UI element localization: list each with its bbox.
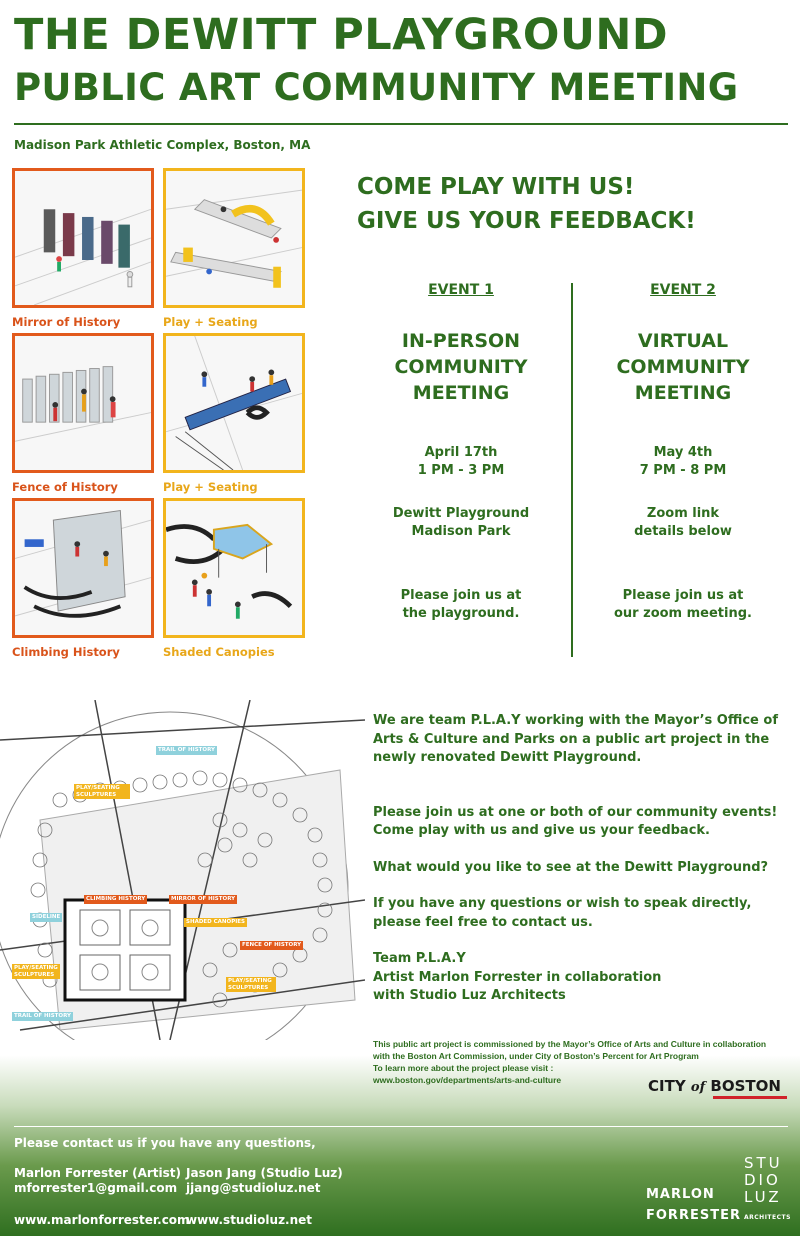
marlon-forrester-logo-1: MARLON [646,1187,715,1202]
map-label-climbing: CLIMBING HISTORY [86,896,146,902]
cta-line-1: COME PLAY WITH US! [357,174,635,200]
logo-of: of [690,1080,706,1095]
play-seating-illustration-2 [166,336,302,470]
event-1 [361,282,561,623]
event-2 [583,282,783,623]
location-text: Madison Park Athletic Complex, Boston, MA [14,138,311,152]
map-label-sideline: SIDELINE [32,914,61,920]
team-line-2: Artist Marlon Forrester in collaboration [373,969,662,985]
tile-label-mirror: Mirror of History [12,315,121,329]
tile-label-fence: Fence of History [12,480,118,494]
canopy-illustration [166,501,302,635]
event-1-place-2: Madison Park [411,524,511,539]
person-1-name: Marlon Forrester (Artist) [14,1166,181,1180]
map-label-play-seating-right: PLAY/SEATING SCULPTURES [226,977,276,992]
event-2-time: 7 PM - 8 PM [639,463,727,478]
tile-label-play-seating-1: Play + Seating [163,315,258,329]
website-marlon[interactable]: www.marlonforrester.com [14,1213,190,1227]
tile-shaded-canopies [163,498,305,638]
map-label-fence: FENCE OF HISTORY [242,942,302,948]
commission-line-3: To learn more about the project please visit : [373,1063,554,1073]
event-2-invite-2: our zoom meeting. [614,606,752,621]
tile-label-climbing: Climbing History [12,645,120,659]
event-2-date: May 4th [653,445,713,460]
tile-fence-of-history [12,333,154,473]
team-line-3: with Studio Luz Architects [373,988,566,1003]
studio-luz-logo [744,1155,783,1206]
event-2-place-1: Zoom link [646,506,720,521]
call-to-action [357,170,696,238]
tile-play-seating-2 [163,333,305,473]
contact-person-1 [14,1166,181,1196]
event-1-type-3: MEETING [412,382,510,404]
map-label-mirror: MIRROR OF HISTORY [171,896,236,902]
tile-label-play-seating-2: Play + Seating [163,480,258,494]
climbing-illustration [15,501,151,635]
studio-luz-line-2: DIO [744,1171,781,1189]
event-1-time: 1 PM - 3 PM [417,463,505,478]
footer-divider [14,1126,788,1127]
contact-person-2 [186,1166,343,1196]
event-2-place-2: details below [634,524,732,539]
header-divider [14,123,788,125]
map-label-play-seating-top: PLAY/SEATING SCULPTURES [74,784,130,799]
site-plan-map [0,700,365,1040]
event-1-date: April 17th [424,445,498,460]
mirror-illustration [15,171,151,305]
tile-climbing-history [12,498,154,638]
event-1-heading: EVENT 1 [428,282,494,298]
play-seating-illustration [166,171,302,305]
page-subtitle: PUBLIC ART COMMUNITY MEETING [14,66,739,109]
event-2-heading: EVENT 2 [650,282,716,298]
arts-culture-link[interactable]: www.boston.gov/departments/arts-and-culture [373,1075,562,1085]
person-2-email[interactable]: jjang@studioluz.net [186,1181,321,1195]
intro-text [373,712,793,1006]
event-1-invite-2: the playground. [402,606,520,621]
map-label-trail-bottom: TRAIL OF HISTORY [14,1013,72,1019]
map-label-trail-top: TRAIL OF HISTORY [158,747,216,753]
intro-paragraph-3: What would you like to see at the Dewitt Playground? [373,859,769,875]
person-2-name: Jason Jang (Studio Luz) [186,1166,343,1180]
event-1-type-2: COMMUNITY [394,356,528,378]
studio-luz-line-3: LUZ [744,1188,782,1206]
city-of-boston-logo [648,1077,781,1095]
map-label-play-seating-left: PLAY/SEATING SCULPTURES [12,964,60,979]
event-2-invite-1: Please join us at [622,588,744,603]
event-divider [571,283,573,657]
studio-luz-architects: ARCHITECTS [744,1214,791,1221]
event-2-type-1: VIRTUAL [637,330,729,352]
logo-boston: BOSTON [710,1077,781,1095]
event-1-place-1: Dewitt Playground [392,506,530,521]
intro-paragraph-2: Please join us at one or both of our community events! Come play with us and give us your feedback. [373,804,778,838]
logo-city: CITY [648,1077,686,1095]
team-line-1: Team P.L.A.Y [373,951,466,966]
tile-mirror-of-history [12,168,154,308]
event-2-type-3: MEETING [634,382,732,404]
page-title: THE DEWITT PLAYGROUND [14,10,669,60]
tile-label-shaded: Shaded Canopies [163,645,275,659]
cta-line-2: GIVE US YOUR FEEDBACK! [357,208,696,234]
event-1-invite-1: Please join us at [400,588,522,603]
fence-illustration [15,336,151,470]
event-2-type-2: COMMUNITY [616,356,750,378]
contact-heading: Please contact us if you have any questions, [14,1136,316,1150]
intro-paragraph-4: If you have any questions or wish to speak directly, please feel free to contact us. [373,896,752,930]
commission-line-2: with the Boston Art Commission, under City of Boston’s Percent for Art Program [373,1051,699,1061]
city-logo-underline [713,1096,787,1099]
person-1-email[interactable]: mforrester1@gmail.com [14,1181,178,1195]
website-studioluz[interactable]: www.studioluz.net [186,1213,313,1227]
marlon-forrester-logo-2: FORRESTER [646,1208,741,1223]
studio-luz-line-1: STU [744,1154,783,1172]
tile-play-seating-1 [163,168,305,308]
map-label-shaded: SHADED CANOPIES [186,919,245,925]
intro-paragraph-1: We are team P.L.A.Y working with the Mayor’s Office of Arts & Culture and Parks on a public art project in the newly renovated Dewitt Playground. [373,713,778,765]
event-1-type-1: IN-PERSON [401,330,521,352]
commission-line-1: This public art project is commissioned by the Mayor’s Office of Arts and Culture in collaboration [373,1039,767,1049]
